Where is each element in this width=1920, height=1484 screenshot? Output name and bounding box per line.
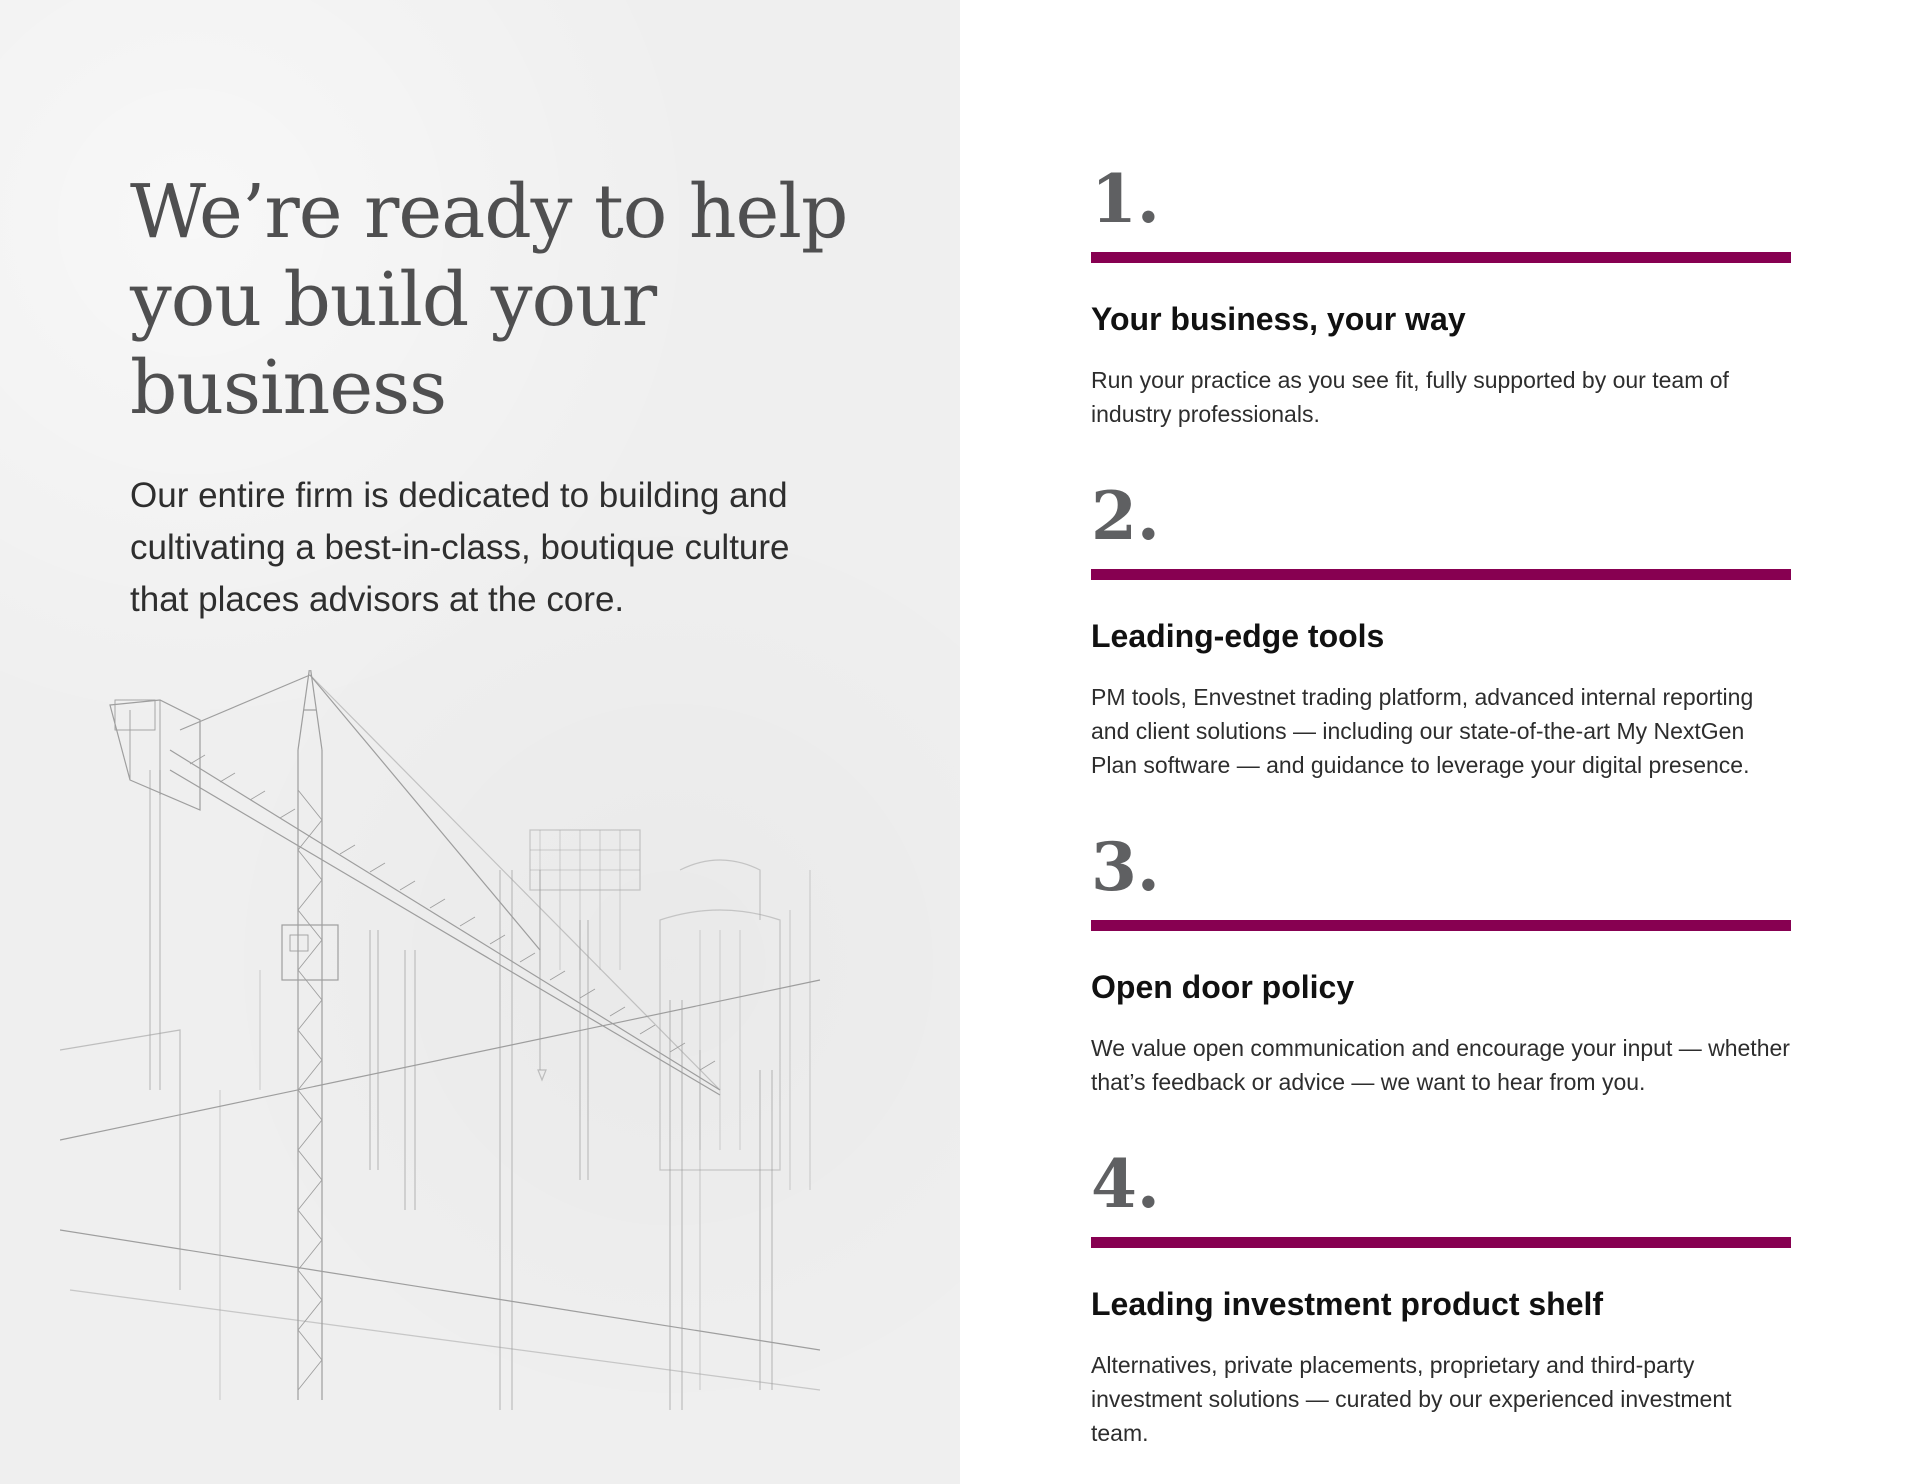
step-divider [1091,252,1791,263]
step-divider [1091,569,1791,580]
step-number: 2. [1091,477,1160,555]
step-description: Alternatives, private placements, proprietary and third-party investment solutions — curated by our experienced investment team. [1091,1352,1732,1446]
step-item-4 [1091,1135,1791,1450]
step-divider [1091,1237,1791,1248]
step-item-1 [1091,150,1791,431]
step-title: Leading investment product shelf [1091,1286,1604,1322]
step-item-3 [1091,818,1791,1099]
step-description: Run your practice as you see fit, fully supported by our team of industry professionals. [1091,367,1729,427]
step-divider [1091,920,1791,931]
step-title: Leading-edge tools [1091,618,1385,654]
step-description: We value open communication and encourage your input — whether that’s feedback or advice — we want to hear from you. [1091,1035,1790,1095]
crane-sketch-illustration [60,670,900,1430]
intro-paragraph: Our entire firm is dedicated to building and cultivating a best-in-class, boutique culture that places advisors at the core. [130,476,790,619]
step-number: 1. [1091,160,1160,238]
step-title: Your business, your way [1091,301,1466,337]
step-number: 4. [1091,1145,1160,1223]
steps-list [1091,150,1791,1450]
step-title: Open door policy [1091,969,1355,1005]
step-number: 3. [1091,828,1160,906]
step-item-2 [1091,467,1791,782]
page-title: We’re ready to help you build your business [130,169,848,431]
step-description: PM tools, Envestnet trading platform, advanced internal reporting and client solutions — including our state-of-the-art My NextGen Plan software — and guidance to leverage your digital presence. [1091,684,1754,778]
